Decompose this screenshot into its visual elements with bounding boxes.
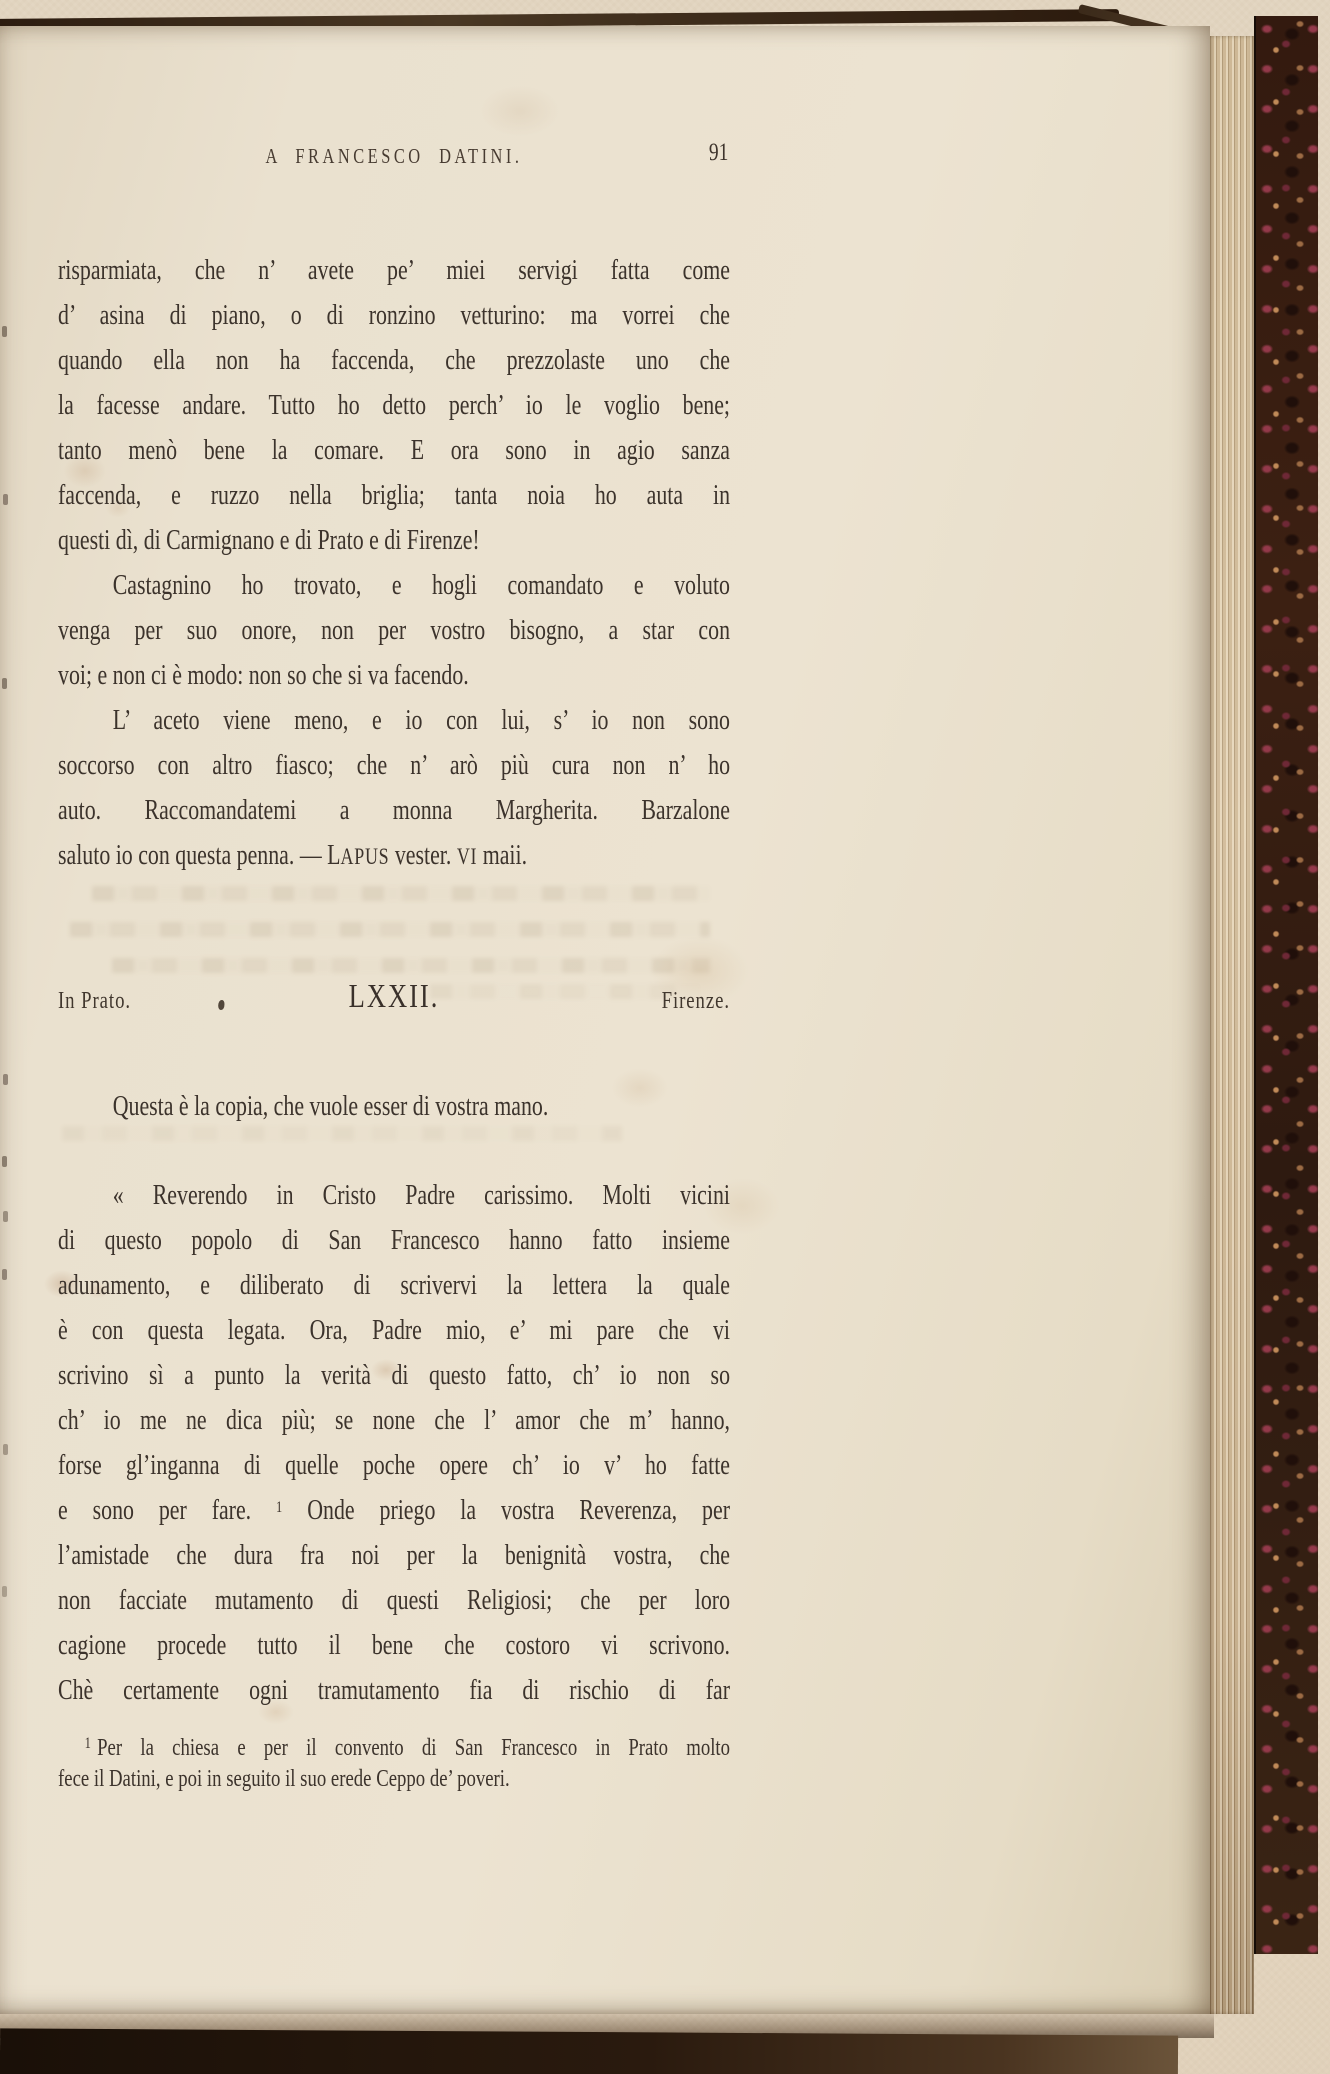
text-line: quando ella non ha faccenda, che prezzolaste uno che xyxy=(58,345,731,376)
text-line: « Reverendo in Cristo Padre carissimo. Molti vicini xyxy=(112,1180,731,1211)
text-line: d’ asina di piano, o di ronzino vetturino: ma vorrei che xyxy=(58,300,731,331)
text-line: non facciate mutamento di questi Religiosi; che per loro xyxy=(58,1585,731,1616)
note-line-text: e sono per fare. xyxy=(58,1495,277,1526)
text-line: auto. Raccomandatemi a monna Margherita. Barzalone xyxy=(58,795,731,826)
text-line: risparmiata, che n’ avete pe’ miei servigi fatta come xyxy=(58,255,731,286)
text-line: soccorso con altro fiasco; che n’ arò più cura non n’ ho xyxy=(58,750,731,781)
letter-closing-line xyxy=(58,833,730,878)
text-line: ch’ io me ne dica più; se none che l’ amor che m’ hanno, xyxy=(58,1405,731,1436)
page-number: 91 xyxy=(708,139,729,166)
running-header-title: A FRANCESCO DATINI. xyxy=(265,144,523,168)
page-text-column xyxy=(58,26,730,2014)
text-line: Castagnino ho trovato, e hogli comandato e voluto xyxy=(112,570,731,601)
closing-text: saluto io con questa penna. — L xyxy=(58,840,341,871)
marbled-cover-strip xyxy=(1254,16,1318,1954)
small-caps: VI xyxy=(456,844,478,869)
text-line: è con questa legata. Ora, Padre mio, e’ mi pare che vi xyxy=(58,1315,731,1346)
book-page xyxy=(0,26,1210,2014)
text-line: scrivino sì a punto la verità di questo fatto, ch’ io non so xyxy=(58,1360,731,1391)
text-line: adunamento, e diliberato di scrivervi la lettera la quale xyxy=(58,1270,731,1301)
section-heading xyxy=(58,978,730,1030)
margin-ink-specks xyxy=(2,26,7,37)
running-header xyxy=(58,139,730,176)
small-caps: APUS xyxy=(340,844,390,869)
footnote-line xyxy=(58,1733,730,1764)
place-of-writing: In Prato. xyxy=(58,988,132,1014)
closing-text: maii. xyxy=(477,840,528,871)
footnote-reference: 1 xyxy=(276,1499,283,1516)
page-fore-edge xyxy=(1208,36,1254,2014)
letter-number-heading: LXXII. xyxy=(348,978,440,1015)
text-line: faccenda, e ruzzo nella briglia; tanta noia ho auta in xyxy=(58,480,731,511)
text-line: l’amistade che dura fra noi per la benignità vostra, che xyxy=(58,1540,731,1571)
text-line: cagione procede tutto il bene che costoro vi scrivono. xyxy=(58,1630,731,1661)
note-line-text: Onde priego la vostra Reverenza, per xyxy=(282,1495,730,1526)
letter-lxxii-text xyxy=(58,1173,730,1713)
book-cover-bottom-edge xyxy=(0,2028,1178,2074)
footnote-marker: 1 xyxy=(84,1735,91,1752)
letter-lxxi-text xyxy=(58,248,730,878)
footnote xyxy=(58,1733,730,1795)
text-line: venga per suo onore, non per vostro bisogno, a star con xyxy=(58,615,731,646)
text-line: tanto menò bene la comare. E ora sono in agio sanza xyxy=(58,435,731,466)
intro-line: Questa è la copia, che vuole esser di vostra mano. xyxy=(112,1091,549,1122)
text-line: la facesse andare. Tutto ho detto perch’ io le voglio bene; xyxy=(58,390,731,421)
text-line-with-note xyxy=(58,1488,730,1533)
text-line: voi; e non ci è modo: non so che si va facendo. xyxy=(58,660,469,691)
text-line: L’ aceto viene meno, e io con lui, s’ io non sono xyxy=(112,705,731,736)
text-line: questi dì, di Carmignano e di Prato e di Firenze! xyxy=(58,525,480,556)
place-of-destination: Firenze. xyxy=(661,988,731,1014)
footnote-line: fece il Datini, e poi in seguito il suo erede Ceppo de’ poveri. xyxy=(58,1766,510,1792)
text-line: di questo popolo di San Francesco hanno fatto insieme xyxy=(58,1225,731,1256)
text-line: forse gl’inganna di quelle poche opere ch’ io v’ ho fatte xyxy=(58,1450,731,1481)
footnote-text: Per la chiesa e per il convento di San Francesco in Prato molto xyxy=(97,1735,731,1761)
closing-text: vester. xyxy=(389,840,457,871)
ink-blot xyxy=(218,1000,224,1010)
text-line: Chè certamente ogni tramutamento fia di rischio di far xyxy=(58,1675,731,1706)
